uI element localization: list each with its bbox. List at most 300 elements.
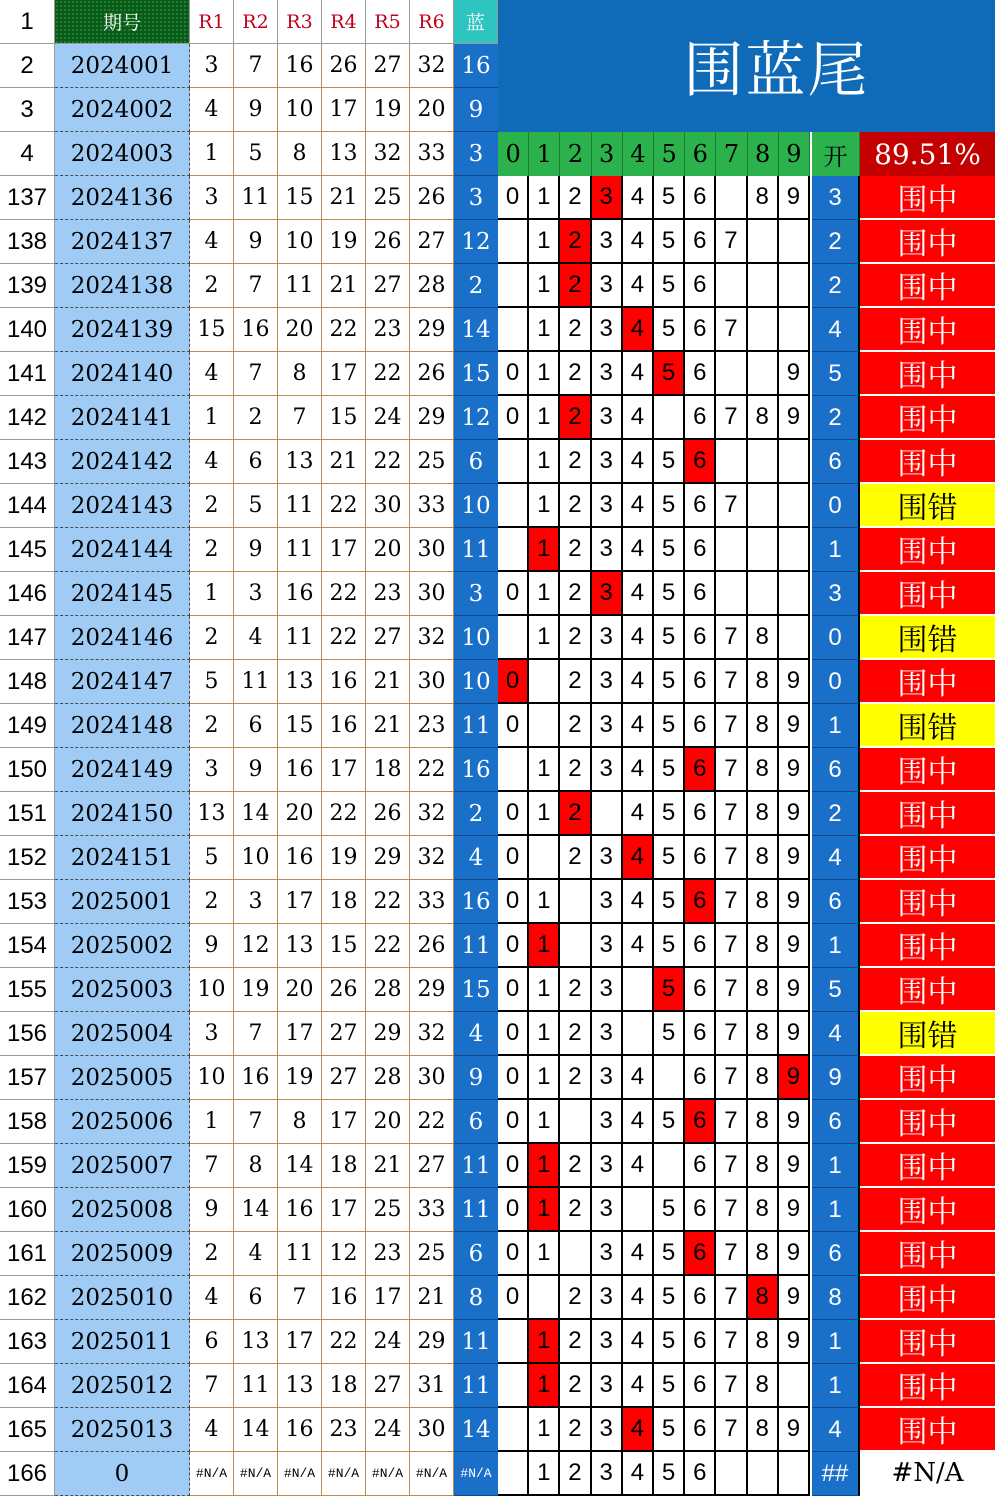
open-tail-cell[interactable]: 1: [812, 924, 860, 968]
red-ball-cell[interactable]: 27: [322, 1056, 366, 1100]
result-cell[interactable]: 围中: [860, 1144, 995, 1188]
digit-cell-0[interactable]: 0: [498, 660, 529, 704]
red-ball-cell[interactable]: #N/A: [366, 1452, 410, 1496]
red-ball-cell[interactable]: 22: [322, 616, 366, 660]
digit-cell-8[interactable]: 8: [748, 396, 779, 440]
red-ball-cell[interactable]: 24: [366, 1408, 410, 1452]
period-cell[interactable]: 2024001: [55, 44, 190, 88]
digit-cell-4[interactable]: 4: [623, 484, 654, 528]
digit-cell-1[interactable]: [529, 704, 560, 748]
period-cell[interactable]: 2024136: [55, 176, 190, 220]
red-ball-cell[interactable]: 18: [366, 748, 410, 792]
digit-cell-1[interactable]: 1: [529, 308, 560, 352]
digit-cell-0[interactable]: 0: [498, 396, 529, 440]
red-ball-cell[interactable]: 24: [366, 1320, 410, 1364]
open-tail-cell[interactable]: 5: [812, 352, 860, 396]
digit-cell-9[interactable]: 9: [779, 660, 810, 704]
digit-cell-2[interactable]: 2: [560, 616, 591, 660]
digit-cell-1[interactable]: 1: [529, 352, 560, 396]
open-tail-cell[interactable]: 2: [812, 264, 860, 308]
digit-cell-3[interactable]: 3: [592, 352, 623, 396]
header-r2[interactable]: R2: [234, 0, 278, 44]
result-cell[interactable]: 围中: [860, 660, 995, 704]
result-cell[interactable]: 围中: [860, 924, 995, 968]
red-ball-cell[interactable]: 26: [366, 220, 410, 264]
digit-cell-9[interactable]: 9: [779, 1232, 810, 1276]
digit-cell-4[interactable]: 4: [623, 1452, 654, 1496]
red-ball-cell[interactable]: 11: [234, 660, 278, 704]
row-number[interactable]: 141: [0, 352, 55, 396]
open-tail-cell[interactable]: 1: [812, 528, 860, 572]
digit-cell-5[interactable]: 5: [654, 572, 685, 616]
digit-cell-8[interactable]: 8: [748, 1144, 779, 1188]
period-cell[interactable]: 2024148: [55, 704, 190, 748]
red-ball-cell[interactable]: 13: [278, 660, 322, 704]
digit-cell-3[interactable]: 3: [592, 660, 623, 704]
red-ball-cell[interactable]: 33: [410, 1188, 454, 1232]
red-ball-cell[interactable]: 10: [234, 836, 278, 880]
red-ball-cell[interactable]: 13: [190, 792, 234, 836]
digit-cell-6[interactable]: 6: [685, 704, 716, 748]
row-number[interactable]: 148: [0, 660, 55, 704]
red-ball-cell[interactable]: 19: [278, 1056, 322, 1100]
digit-cell-7[interactable]: 7: [716, 880, 747, 924]
digit-cell-2[interactable]: 2: [560, 396, 591, 440]
open-tail-cell[interactable]: 1: [812, 1188, 860, 1232]
row-number[interactable]: 1: [0, 0, 55, 44]
red-ball-cell[interactable]: 11: [278, 264, 322, 308]
blue-ball-cell[interactable]: 10: [454, 616, 498, 660]
digit-cell-7[interactable]: 7: [716, 748, 747, 792]
red-ball-cell[interactable]: 23: [410, 704, 454, 748]
header-r3[interactable]: R3: [278, 0, 322, 44]
red-ball-cell[interactable]: 27: [410, 1144, 454, 1188]
blue-ball-cell[interactable]: 9: [454, 88, 498, 132]
red-ball-cell[interactable]: 26: [366, 792, 410, 836]
row-number[interactable]: 157: [0, 1056, 55, 1100]
red-ball-cell[interactable]: 27: [366, 1364, 410, 1408]
red-ball-cell[interactable]: 7: [234, 1100, 278, 1144]
digit-cell-5[interactable]: 5: [654, 704, 685, 748]
red-ball-cell[interactable]: 17: [278, 1320, 322, 1364]
digit-cell-2[interactable]: 2: [560, 1056, 591, 1100]
digit-cell-1[interactable]: 1: [529, 1144, 560, 1188]
digit-cell-1[interactable]: [529, 1276, 560, 1320]
digit-cell-5[interactable]: 5: [654, 1232, 685, 1276]
open-tail-cell[interactable]: 9: [812, 1056, 860, 1100]
blue-ball-cell[interactable]: 15: [454, 968, 498, 1012]
period-cell[interactable]: 2025012: [55, 1364, 190, 1408]
digit-cell-6[interactable]: 6: [685, 1452, 716, 1496]
digit-cell-3[interactable]: 3: [592, 484, 623, 528]
digit-cell-7[interactable]: 7: [716, 968, 747, 1012]
blue-ball-cell[interactable]: 11: [454, 1320, 498, 1364]
digit-cell-8[interactable]: 8: [748, 1276, 779, 1320]
row-number[interactable]: 142: [0, 396, 55, 440]
red-ball-cell[interactable]: 20: [410, 88, 454, 132]
red-ball-cell[interactable]: 7: [190, 1144, 234, 1188]
red-ball-cell[interactable]: 26: [322, 44, 366, 88]
blue-ball-cell[interactable]: 11: [454, 1188, 498, 1232]
digit-cell-0[interactable]: 0: [498, 1232, 529, 1276]
red-ball-cell[interactable]: 10: [190, 1056, 234, 1100]
red-ball-cell[interactable]: 15: [278, 176, 322, 220]
period-cell[interactable]: 2025002: [55, 924, 190, 968]
header-open[interactable]: 开: [812, 132, 860, 176]
red-ball-cell[interactable]: 19: [322, 836, 366, 880]
digit-cell-8[interactable]: 8: [748, 176, 779, 220]
digit-cell-9[interactable]: [779, 528, 810, 572]
digit-cell-6[interactable]: 6: [685, 1276, 716, 1320]
period-cell[interactable]: 2024145: [55, 572, 190, 616]
digit-cell-6[interactable]: 6: [685, 1320, 716, 1364]
red-ball-cell[interactable]: 23: [366, 308, 410, 352]
red-ball-cell[interactable]: 11: [278, 616, 322, 660]
row-number[interactable]: 159: [0, 1144, 55, 1188]
red-ball-cell[interactable]: 10: [278, 220, 322, 264]
period-cell[interactable]: 2024002: [55, 88, 190, 132]
digit-cell-0[interactable]: 0: [498, 924, 529, 968]
digit-cell-6[interactable]: 6: [685, 220, 716, 264]
blue-ball-cell[interactable]: 6: [454, 440, 498, 484]
digit-cell-5[interactable]: 5: [654, 440, 685, 484]
digit-cell-3[interactable]: 3: [592, 1012, 623, 1056]
red-ball-cell[interactable]: 21: [322, 176, 366, 220]
red-ball-cell[interactable]: 26: [410, 176, 454, 220]
red-ball-cell[interactable]: 16: [278, 836, 322, 880]
digit-cell-1[interactable]: 1: [529, 1100, 560, 1144]
blue-ball-cell[interactable]: 4: [454, 836, 498, 880]
digit-cell-2[interactable]: 2: [560, 352, 591, 396]
digit-cell-6[interactable]: 6: [685, 616, 716, 660]
digit-cell-4[interactable]: [623, 1012, 654, 1056]
digit-cell-5[interactable]: [654, 396, 685, 440]
digit-cell-4[interactable]: 4: [623, 704, 654, 748]
period-cell[interactable]: 2025005: [55, 1056, 190, 1100]
digit-cell-6[interactable]: 6: [685, 792, 716, 836]
red-ball-cell[interactable]: 4: [190, 352, 234, 396]
red-ball-cell[interactable]: 20: [278, 792, 322, 836]
blue-ball-cell[interactable]: 9: [454, 1056, 498, 1100]
digit-cell-4[interactable]: 4: [623, 616, 654, 660]
red-ball-cell[interactable]: 9: [234, 748, 278, 792]
open-tail-cell[interactable]: 2: [812, 396, 860, 440]
digit-cell-5[interactable]: 5: [654, 484, 685, 528]
digit-cell-2[interactable]: 2: [560, 1188, 591, 1232]
red-ball-cell[interactable]: 21: [366, 704, 410, 748]
digit-cell-0[interactable]: 0: [498, 704, 529, 748]
red-ball-cell[interactable]: 13: [234, 1320, 278, 1364]
open-tail-cell[interactable]: 4: [812, 836, 860, 880]
digit-cell-3[interactable]: 3: [592, 528, 623, 572]
red-ball-cell[interactable]: 29: [366, 1012, 410, 1056]
row-number[interactable]: 163: [0, 1320, 55, 1364]
digit-cell-4[interactable]: 4: [623, 220, 654, 264]
red-ball-cell[interactable]: 17: [322, 1188, 366, 1232]
digit-cell-3[interactable]: 3: [592, 1056, 623, 1100]
period-cell[interactable]: 2024140: [55, 352, 190, 396]
red-ball-cell[interactable]: 11: [278, 528, 322, 572]
red-ball-cell[interactable]: 2: [190, 880, 234, 924]
red-ball-cell[interactable]: 16: [322, 1276, 366, 1320]
digit-cell-6[interactable]: 6: [685, 1012, 716, 1056]
result-cell[interactable]: 围中: [860, 1188, 995, 1232]
red-ball-cell[interactable]: 33: [410, 132, 454, 176]
digit-cell-2[interactable]: 2: [560, 1276, 591, 1320]
digit-cell-8[interactable]: 8: [748, 660, 779, 704]
digit-cell-9[interactable]: [779, 264, 810, 308]
digit-cell-1[interactable]: [529, 836, 560, 880]
digit-cell-2[interactable]: 2: [560, 308, 591, 352]
red-ball-cell[interactable]: 6: [234, 440, 278, 484]
red-ball-cell[interactable]: 21: [366, 1144, 410, 1188]
period-cell[interactable]: 2025001: [55, 880, 190, 924]
digit-cell-7[interactable]: 7: [716, 836, 747, 880]
red-ball-cell[interactable]: 29: [366, 836, 410, 880]
digit-cell-5[interactable]: 5: [654, 616, 685, 660]
result-cell[interactable]: 围错: [860, 704, 995, 748]
red-ball-cell[interactable]: 14: [234, 792, 278, 836]
digit-cell-8[interactable]: 8: [748, 1232, 779, 1276]
open-tail-cell[interactable]: 2: [812, 792, 860, 836]
red-ball-cell[interactable]: 18: [322, 1144, 366, 1188]
red-ball-cell[interactable]: 22: [322, 792, 366, 836]
digit-cell-3[interactable]: 3: [592, 176, 623, 220]
digit-cell-8[interactable]: 8: [748, 968, 779, 1012]
digit-cell-5[interactable]: 5: [654, 1364, 685, 1408]
digit-cell-3[interactable]: 3: [592, 1188, 623, 1232]
header-r1[interactable]: R1: [190, 0, 234, 44]
digit-cell-7[interactable]: 7: [716, 308, 747, 352]
red-ball-cell[interactable]: 30: [410, 572, 454, 616]
red-ball-cell[interactable]: 32: [410, 44, 454, 88]
blue-ball-cell[interactable]: 15: [454, 352, 498, 396]
digit-cell-7[interactable]: 7: [716, 1056, 747, 1100]
red-ball-cell[interactable]: 9: [234, 528, 278, 572]
digit-cell-3[interactable]: 3: [592, 1364, 623, 1408]
red-ball-cell[interactable]: 16: [234, 1056, 278, 1100]
digit-cell-3[interactable]: 3: [592, 396, 623, 440]
digit-cell-2[interactable]: 2: [560, 1364, 591, 1408]
result-cell[interactable]: 围中: [860, 1408, 995, 1452]
red-ball-cell[interactable]: 10: [190, 968, 234, 1012]
digit-cell-8[interactable]: [748, 572, 779, 616]
blue-ball-cell[interactable]: 16: [454, 880, 498, 924]
red-ball-cell[interactable]: 5: [234, 132, 278, 176]
digit-cell-3[interactable]: 3: [592, 880, 623, 924]
digit-cell-7[interactable]: 7: [716, 924, 747, 968]
row-number[interactable]: 165: [0, 1408, 55, 1452]
digit-cell-5[interactable]: 5: [654, 1408, 685, 1452]
digit-cell-8[interactable]: 8: [748, 616, 779, 660]
row-number[interactable]: 4: [0, 132, 55, 176]
period-cell[interactable]: 2025006: [55, 1100, 190, 1144]
period-cell[interactable]: 2025004: [55, 1012, 190, 1056]
red-ball-cell[interactable]: 25: [366, 176, 410, 220]
red-ball-cell[interactable]: 16: [234, 308, 278, 352]
result-cell[interactable]: 围中: [860, 440, 995, 484]
red-ball-cell[interactable]: 2: [234, 396, 278, 440]
digit-cell-3[interactable]: 3: [592, 1276, 623, 1320]
digit-cell-3[interactable]: 3: [592, 836, 623, 880]
red-ball-cell[interactable]: 27: [322, 1012, 366, 1056]
digit-cell-9[interactable]: 9: [779, 836, 810, 880]
row-number[interactable]: 155: [0, 968, 55, 1012]
digit-header-7[interactable]: 7: [716, 132, 747, 176]
red-ball-cell[interactable]: 21: [366, 660, 410, 704]
red-ball-cell[interactable]: 20: [278, 968, 322, 1012]
digit-header-6[interactable]: 6: [685, 132, 716, 176]
digit-cell-6[interactable]: 6: [685, 1144, 716, 1188]
red-ball-cell[interactable]: 32: [366, 132, 410, 176]
red-ball-cell[interactable]: 21: [322, 264, 366, 308]
digit-cell-3[interactable]: 3: [592, 968, 623, 1012]
red-ball-cell[interactable]: 8: [278, 352, 322, 396]
digit-cell-3[interactable]: 3: [592, 616, 623, 660]
red-ball-cell[interactable]: 22: [410, 1100, 454, 1144]
digit-cell-1[interactable]: 1: [529, 968, 560, 1012]
result-cell[interactable]: 围错: [860, 1012, 995, 1056]
red-ball-cell[interactable]: 19: [366, 88, 410, 132]
digit-cell-6[interactable]: 6: [685, 748, 716, 792]
row-number[interactable]: 3: [0, 88, 55, 132]
digit-cell-2[interactable]: 2: [560, 176, 591, 220]
red-ball-cell[interactable]: 11: [278, 1232, 322, 1276]
digit-cell-0[interactable]: 0: [498, 1012, 529, 1056]
header-blue[interactable]: 蓝: [454, 0, 498, 44]
digit-cell-9[interactable]: 9: [779, 1408, 810, 1452]
digit-cell-7[interactable]: 7: [716, 1100, 747, 1144]
blue-ball-cell[interactable]: 11: [454, 704, 498, 748]
row-number[interactable]: 162: [0, 1276, 55, 1320]
digit-cell-4[interactable]: 4: [623, 836, 654, 880]
digit-cell-6[interactable]: 6: [685, 308, 716, 352]
digit-cell-4[interactable]: [623, 968, 654, 1012]
red-ball-cell[interactable]: 11: [234, 176, 278, 220]
digit-cell-1[interactable]: [529, 660, 560, 704]
red-ball-cell[interactable]: 23: [366, 1232, 410, 1276]
digit-cell-5[interactable]: 5: [654, 1188, 685, 1232]
digit-cell-5[interactable]: 5: [654, 220, 685, 264]
digit-cell-0[interactable]: 0: [498, 352, 529, 396]
blue-ball-cell[interactable]: 3: [454, 176, 498, 220]
period-cell[interactable]: 2025011: [55, 1320, 190, 1364]
digit-cell-5[interactable]: 5: [654, 176, 685, 220]
digit-cell-8[interactable]: [748, 264, 779, 308]
blue-ball-cell[interactable]: 2: [454, 792, 498, 836]
red-ball-cell[interactable]: 28: [366, 968, 410, 1012]
digit-cell-0[interactable]: 0: [498, 836, 529, 880]
digit-cell-9[interactable]: 9: [779, 1188, 810, 1232]
red-ball-cell[interactable]: 21: [322, 440, 366, 484]
digit-cell-8[interactable]: 8: [748, 1188, 779, 1232]
header-r5[interactable]: R5: [366, 0, 410, 44]
row-number[interactable]: 140: [0, 308, 55, 352]
period-cell[interactable]: 2025010: [55, 1276, 190, 1320]
digit-cell-2[interactable]: 2: [560, 572, 591, 616]
digit-cell-6[interactable]: 6: [685, 1408, 716, 1452]
digit-cell-7[interactable]: [716, 1452, 747, 1496]
digit-cell-1[interactable]: 1: [529, 484, 560, 528]
digit-cell-7[interactable]: 7: [716, 1320, 747, 1364]
red-ball-cell[interactable]: 17: [322, 352, 366, 396]
digit-cell-3[interactable]: 3: [592, 440, 623, 484]
red-ball-cell[interactable]: 25: [410, 1232, 454, 1276]
period-cell[interactable]: 2025008: [55, 1188, 190, 1232]
digit-cell-8[interactable]: 8: [748, 1012, 779, 1056]
result-cell[interactable]: 围中: [860, 308, 995, 352]
header-r4[interactable]: R4: [322, 0, 366, 44]
digit-cell-0[interactable]: 0: [498, 968, 529, 1012]
red-ball-cell[interactable]: #N/A: [278, 1452, 322, 1496]
red-ball-cell[interactable]: 7: [234, 44, 278, 88]
period-cell[interactable]: 2024151: [55, 836, 190, 880]
red-ball-cell[interactable]: 16: [278, 44, 322, 88]
row-number[interactable]: 161: [0, 1232, 55, 1276]
result-cell[interactable]: 围中: [860, 1320, 995, 1364]
digit-cell-2[interactable]: 2: [560, 1320, 591, 1364]
red-ball-cell[interactable]: 4: [190, 1408, 234, 1452]
digit-cell-3[interactable]: 3: [592, 264, 623, 308]
digit-cell-4[interactable]: 4: [623, 880, 654, 924]
red-ball-cell[interactable]: 16: [322, 660, 366, 704]
result-cell[interactable]: 围中: [860, 528, 995, 572]
digit-cell-6[interactable]: 6: [685, 396, 716, 440]
red-ball-cell[interactable]: 17: [322, 88, 366, 132]
digit-cell-1[interactable]: 1: [529, 1320, 560, 1364]
blue-ball-cell[interactable]: 10: [454, 660, 498, 704]
digit-header-2[interactable]: 2: [560, 132, 591, 176]
digit-cell-0[interactable]: [498, 440, 529, 484]
red-ball-cell[interactable]: 17: [278, 880, 322, 924]
digit-cell-1[interactable]: 1: [529, 264, 560, 308]
digit-cell-5[interactable]: 5: [654, 880, 685, 924]
digit-cell-3[interactable]: 3: [592, 1100, 623, 1144]
row-number[interactable]: 150: [0, 748, 55, 792]
red-ball-cell[interactable]: 26: [410, 352, 454, 396]
digit-cell-9[interactable]: [779, 1452, 810, 1496]
digit-cell-9[interactable]: 9: [779, 1276, 810, 1320]
open-tail-cell[interactable]: 1: [812, 1320, 860, 1364]
digit-cell-6[interactable]: 6: [685, 264, 716, 308]
period-cell[interactable]: 2024137: [55, 220, 190, 264]
digit-cell-8[interactable]: [748, 484, 779, 528]
result-cell[interactable]: 围中: [860, 220, 995, 264]
digit-cell-7[interactable]: 7: [716, 1188, 747, 1232]
digit-cell-9[interactable]: [779, 1364, 810, 1408]
digit-cell-0[interactable]: 0: [498, 572, 529, 616]
digit-cell-9[interactable]: 9: [779, 1100, 810, 1144]
open-tail-cell[interactable]: 6: [812, 1232, 860, 1276]
open-tail-cell[interactable]: 4: [812, 1408, 860, 1452]
digit-cell-8[interactable]: [748, 220, 779, 264]
digit-cell-3[interactable]: 3: [592, 1232, 623, 1276]
blue-ball-cell[interactable]: 16: [454, 748, 498, 792]
digit-cell-8[interactable]: 8: [748, 1100, 779, 1144]
digit-cell-8[interactable]: 8: [748, 792, 779, 836]
red-ball-cell[interactable]: 6: [190, 1320, 234, 1364]
red-ball-cell[interactable]: 27: [366, 264, 410, 308]
digit-cell-7[interactable]: 7: [716, 1012, 747, 1056]
digit-cell-1[interactable]: 1: [529, 1364, 560, 1408]
digit-cell-5[interactable]: [654, 1144, 685, 1188]
red-ball-cell[interactable]: 25: [410, 440, 454, 484]
result-cell[interactable]: 围中: [860, 1100, 995, 1144]
red-ball-cell[interactable]: 28: [366, 1056, 410, 1100]
digit-cell-1[interactable]: 1: [529, 528, 560, 572]
open-tail-cell[interactable]: 6: [812, 440, 860, 484]
red-ball-cell[interactable]: 30: [410, 528, 454, 572]
